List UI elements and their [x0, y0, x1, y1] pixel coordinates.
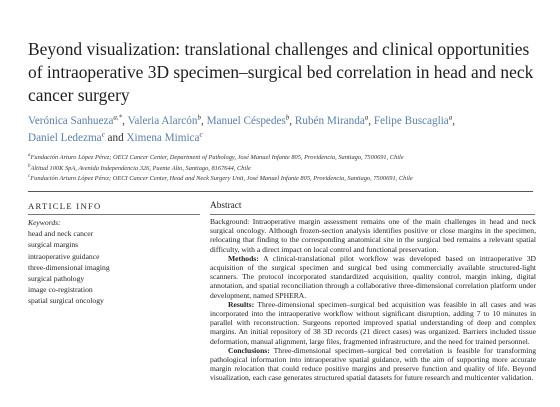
abstract-text: Background: Intraoperative margin assessment remains one of the main challenges in head and neck surgical oncology. Although frozen-section analysis identifies positive or close margins in the specimen, relocating that finding to the corresponding anatomical site in the surgical bed remains a relevant spatial difficulty, with a direct impact on local control and functional preservation.	[210, 217, 536, 254]
keyword: spatial surgical oncology	[28, 296, 104, 306]
abstract-text: A clinical-translational pilot workflow was developed based on intraoperative 3D acquisition of the surgical specimen and surgical bed using commercially available structured-light scanners. The protocol incorporated standardized acquisition, quality control, margin inking, digital annotation, and spatial reconciliation through a collaborative three-dimensional correlation platform under development, named SPHERA.	[210, 253, 536, 300]
affiliation	[28, 164, 543, 175]
affiliation-text: Fundación Arturo López Pérez; OECI Cancer Center, Department of Pathology, José Manuel Infante 805, Providencia, Santiago, 7500691, Chile	[30, 154, 404, 161]
author-joiner: and	[107, 132, 124, 144]
article-title: Beyond visualization: translational challenges and clinical opportunities of intraoperative 3D specimen–surgical bed correlation in head and neck cancer surgery	[28, 39, 534, 105]
keywords-block	[28, 217, 200, 307]
author-affiliation-mark: c	[199, 130, 203, 139]
keyword: surgical margins	[28, 240, 79, 250]
affiliation	[28, 153, 543, 164]
abstract-section-label: Conclusions:	[228, 345, 270, 355]
abstract-paragraph	[210, 254, 536, 300]
abstract-body	[210, 217, 536, 383]
author[interactable]	[28, 132, 105, 144]
author-affiliation-mark: b	[197, 113, 201, 122]
abstract-section-label: Results:	[228, 299, 255, 309]
keyword-list	[28, 228, 200, 306]
keyword: three-dimensional imaging	[28, 262, 110, 272]
keywords-label: Keywords:	[28, 218, 61, 227]
author[interactable]: Felipe Buscaglia$^a$,	[373, 113, 456, 127]
keyword: head and neck cancer	[28, 229, 94, 239]
affiliation	[28, 174, 543, 185]
affiliation-list	[28, 153, 543, 185]
author-name: Felipe Buscaglia	[373, 115, 449, 127]
author-affiliation-mark: a	[364, 113, 369, 122]
affiliation-text: Altitud 100K SpA, Avenida Independencia 326, Puente Alto, Santiago, 8167644, Chile	[30, 164, 251, 172]
abstract-text: Three-dimensional specimen–surgical bed acquisition was feasible in all cases and was incorporated into the intraoperative workflow without significant disruption, adding 7 to 10 minutes in parallel with reconstruction. Surgeons reported improved spatial understanding of deep and complex margins. An initial repository of 38 3D records (21 direct cases) was organized. Barriers included tissue deformation, manual alignment, large files, fragmented infrastructure, and the need for trained personnel.	[210, 299, 536, 346]
keyword: intraoperative guidance	[28, 251, 100, 261]
author-affiliation-mark: a	[448, 113, 453, 122]
affiliation-mark: c	[28, 173, 31, 179]
author-name: Daniel Ledezma	[28, 132, 102, 144]
author[interactable]: Verónica Sanhueza$^{a,*}$,	[28, 113, 125, 127]
author-list	[28, 113, 543, 147]
author-name: Manuel Céspedes	[206, 115, 286, 127]
abstract-rule	[210, 214, 535, 215]
section-divider	[28, 191, 533, 192]
author-affiliation-mark: a,*	[113, 113, 123, 122]
article-info-rule	[28, 214, 200, 215]
keyword: image co-registration	[28, 285, 93, 295]
article-info-heading: ARTICLE INFO	[28, 201, 102, 211]
abstract-section-label: Methods:	[228, 253, 259, 263]
author[interactable]: Manuel Céspedes$^b$,	[206, 113, 293, 127]
affiliation-mark: b	[28, 163, 31, 169]
author-affiliation-mark: c	[101, 130, 105, 139]
author-name: Valeria Alarcón	[127, 115, 198, 127]
author-affiliation-mark: b	[285, 113, 290, 122]
abstract-paragraph	[210, 346, 536, 383]
affiliation-mark: a	[28, 152, 31, 158]
author-name: Verónica Sanhueza	[28, 115, 114, 127]
abstract-paragraph	[210, 300, 536, 346]
abstract-paragraph	[210, 217, 536, 254]
author[interactable]	[126, 132, 202, 144]
author[interactable]: Valeria Alarcón$^b$,	[127, 113, 204, 127]
author-name: Ximena Mimica	[126, 132, 200, 144]
author-name: Rubén Miranda	[294, 115, 365, 127]
abstract-text: Three-dimensional specimen–surgical bed correlation is feasible for transforming pathological information into intraoperative spatial guidance, with the aim of supporting more accurate margin relocation that could reduce positive margins and preserve function and quality of life. Beyond visualization, each case generates structured spatial datasets for future research and multicenter validation.	[210, 345, 536, 383]
abstract-heading: Abstract	[210, 201, 242, 211]
keyword: surgical pathology	[28, 274, 85, 284]
affiliation-text: Fundación Arturo López Pérez; OECI Cancer Center, Head and Neck Surgery Unit, José Manuel Infante 805, Providencia, Santiago, 7500691, Chile	[30, 175, 413, 182]
author[interactable]: Rubén Miranda$^a$,	[294, 113, 372, 127]
